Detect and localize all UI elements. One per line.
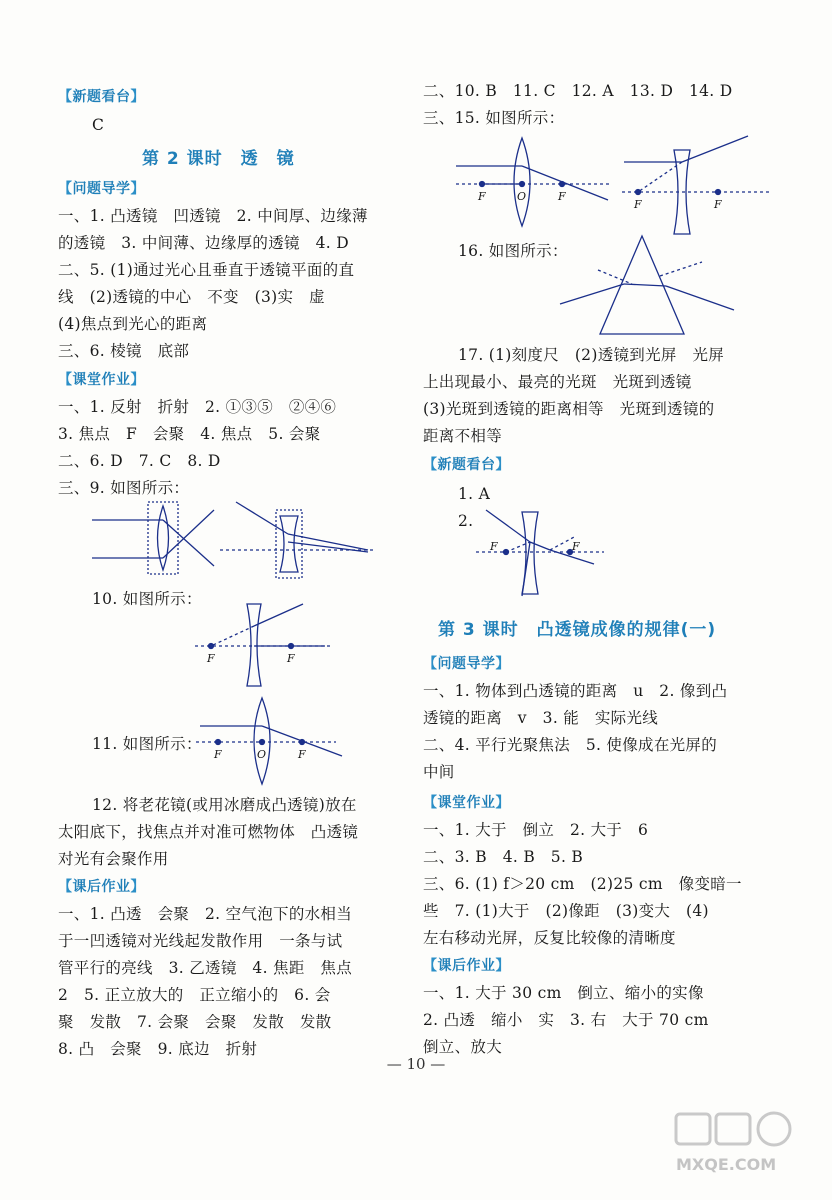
- answer-line: 17. (1)刻度尺 (2)透镜到光屏 光屏: [458, 346, 725, 364]
- answer-line: 三、6. 棱镜 底部: [58, 342, 190, 360]
- section-new-questions: 【 新题看台 】: [58, 86, 145, 106]
- answer-line: (4)焦点到光心的距离: [58, 315, 208, 333]
- answer-line: 三、9. 如图所示：: [58, 479, 190, 497]
- figure-q10: [195, 600, 335, 692]
- answer-line: 透镜的距离 v 3. 能 实际光线: [423, 709, 659, 727]
- section-guided-questions: 【 问题导学 】: [423, 653, 510, 673]
- focal-label: F: [298, 748, 306, 761]
- focal-label: F: [214, 748, 222, 761]
- answer-line: 左右移动光屏，反复比较像的清晰度: [423, 929, 676, 947]
- answer-line: (3)光斑到透镜的距离相等 光斑到透镜的: [423, 400, 715, 418]
- answer-line: 二、6. D 7. C 8. D: [58, 452, 221, 470]
- answer-line: 3. 焦点 F 会聚 4. 焦点 5. 会聚: [58, 425, 321, 443]
- focal-label: F: [207, 652, 215, 665]
- section-new-questions: 【 新题看台 】: [423, 454, 510, 474]
- focal-label: F: [634, 198, 642, 211]
- figure-q9: [88, 496, 378, 586]
- answer-line: 些 7. (1)大于 (2)像距 (3)变大 (4): [423, 902, 709, 920]
- answer-line: 二、4. 平行光聚焦法 5. 使像成在光屏的: [423, 736, 718, 754]
- answer-line: 线 (2)透镜的中心 不变 (3)实 虚: [58, 288, 325, 306]
- answer-line: 的透镜 3. 中间薄、边缘厚的透镜 4. D: [58, 234, 349, 252]
- answer-line: 2. 凸透 缩小 实 3. 右 大于 70 cm: [423, 1011, 709, 1029]
- figure-q11: [196, 696, 346, 788]
- answer-line: 11. 如图所示：: [92, 735, 202, 753]
- answer-line: 1. A: [458, 485, 491, 503]
- answer-line: 上出现最小、最亮的光斑 光斑到透镜: [423, 373, 692, 391]
- answer-line: 一、1. 凸透 会聚 2. 空气泡下的水相当: [58, 905, 353, 923]
- focal-label: F: [287, 652, 295, 665]
- answer-line: 一、1. 大于 30 cm 倒立、缩小的实像: [423, 984, 704, 1002]
- watermark-logo: [670, 1108, 820, 1178]
- answer-line: 太阳底下，找焦点并对准可燃物体 凸透镜: [58, 823, 359, 841]
- answer-line: 管平行的亮线 3. 乙透镜 4. 焦距 焦点: [58, 959, 353, 977]
- answer-line: 2.: [458, 512, 474, 530]
- section-class-work: 【 课堂作业 】: [423, 792, 510, 812]
- watermark-text: MXQE.COM: [676, 1155, 777, 1174]
- focal-label: F: [490, 540, 498, 553]
- answer-line: 16. 如图所示：: [458, 242, 568, 260]
- focal-label: F: [714, 198, 722, 211]
- answer-line: 一、1. 凸透镜 凹透镜 2. 中间厚、边缘薄: [58, 207, 368, 225]
- answer-line: 聚 发散 7. 会聚 会聚 发散 发散: [58, 1013, 332, 1031]
- center-label: O: [257, 748, 267, 761]
- answer-line: 倒立、放大: [423, 1038, 503, 1056]
- figure-q16: [560, 234, 740, 338]
- answer-line: 对光有会聚作用: [58, 850, 169, 868]
- focal-label: F: [572, 540, 580, 553]
- answer-line: 中间: [423, 763, 455, 781]
- answer-line: 二、3. B 4. B 5. B: [423, 848, 584, 866]
- answer-line: 12. 将老花镜(或用冰磨成凸透镜)放在: [92, 796, 357, 814]
- figure-q15: [452, 134, 772, 230]
- lesson-title: 第 3 课时 凸透镜成像的规律(一): [438, 620, 717, 640]
- answer-line: 二、10. B 11. C 12. A 13. D 14. D: [423, 82, 733, 100]
- answer-line: 8. 凸 会聚 9. 底边 折射: [58, 1040, 258, 1058]
- section-homework: 【 课后作业 】: [58, 876, 145, 896]
- center-label: O: [517, 190, 527, 203]
- section-guided-questions: 【 问题导学 】: [58, 178, 145, 198]
- focal-label: F: [558, 190, 566, 203]
- section-homework: 【 课后作业 】: [423, 955, 510, 975]
- answer-line: C: [92, 116, 105, 134]
- page-number: — 10 —: [386, 1055, 446, 1073]
- answer-line: 一、1. 物体到凸透镜的距离 u 2. 像到凸: [423, 682, 728, 700]
- answer-line: 10. 如图所示：: [92, 590, 202, 608]
- answer-line: 于一凹透镜对光线起发散作用 一条与试: [58, 932, 343, 950]
- focal-label: F: [478, 190, 486, 203]
- lesson-title: 第 2 课时 透 镜: [142, 149, 295, 169]
- section-class-work: 【 课堂作业 】: [58, 369, 145, 389]
- answer-line: 三、15. 如图所示：: [423, 109, 565, 127]
- answer-line: 二、5. (1)通过光心且垂直于透镜平面的直: [58, 261, 355, 279]
- answer-line: 距离不相等: [423, 427, 503, 445]
- answer-line: 一、1. 大于 倒立 2. 大于 6: [423, 821, 649, 839]
- answer-line: 2 5. 正立放大的 正立缩小的 6. 会: [58, 986, 331, 1004]
- answer-line: 三、6. (1) f＞20 cm (2)25 cm 像变暗一: [423, 875, 742, 893]
- figure-new-q2: [476, 506, 606, 598]
- answer-line: 一、1. 反射 折射 2. ①③⑤ ②④⑥: [58, 398, 337, 416]
